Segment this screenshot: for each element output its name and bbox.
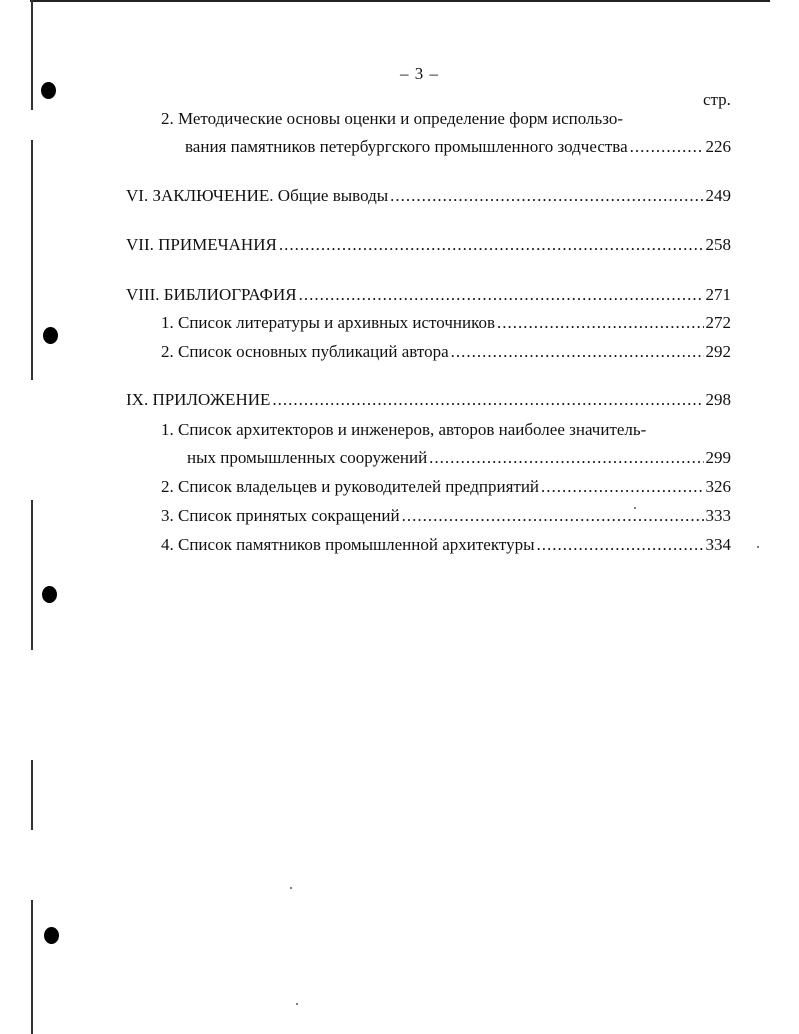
toc-entry-v-2-line1: 2. Методические основы оценки и определение форм использо-	[161, 109, 624, 128]
toc-page-number: 292	[705, 342, 731, 361]
toc-page-number: 334	[705, 535, 731, 554]
toc-entry-ix-3	[161, 506, 731, 526]
toc-entry-viii	[126, 285, 731, 305]
toc-entry-viii-1	[161, 313, 731, 333]
toc-leader-dots	[402, 506, 704, 526]
punch-hole	[43, 327, 58, 344]
toc-page-number: 249	[705, 186, 731, 205]
toc-entry-text: VII. ПРИМЕЧАНИЯ	[126, 235, 277, 254]
toc-entry-text: ных промышленных сооружений	[187, 448, 428, 467]
toc-leader-dots	[279, 235, 704, 255]
toc-leader-dots	[429, 448, 703, 468]
scan-speck	[757, 546, 759, 548]
toc-leader-dots	[272, 390, 703, 410]
toc-page-number: 258	[705, 235, 731, 254]
toc-leader-dots	[451, 342, 704, 362]
toc-page-number: 226	[705, 137, 731, 156]
toc-entry-text: 2. Список владельцев и руководителей предприятий	[161, 477, 540, 496]
toc-entry-ix	[126, 390, 731, 410]
toc-leader-dots	[630, 137, 704, 157]
toc-entry-ix-1	[187, 448, 731, 468]
toc-entry-text: 2. Список основных публикаций автора	[161, 342, 449, 361]
scan-left-edge	[31, 900, 33, 1034]
toc-entry-text: VIII. БИБЛИОГРАФИЯ	[126, 285, 297, 304]
scan-speck	[296, 1003, 298, 1005]
toc-entry-ix-2	[161, 477, 731, 497]
toc-leader-dots	[299, 285, 704, 305]
scan-left-edge	[31, 500, 33, 650]
toc-entry-text: вания памятников петербургского промышленного зодчества	[185, 137, 628, 156]
toc-entry-text: 4. Список памятников промышленной архитектуры	[161, 535, 535, 554]
toc-page-number: 272	[705, 313, 731, 332]
page-number: – 3 –	[400, 64, 439, 83]
toc-entry-vii	[126, 235, 731, 255]
toc-entry-text: VI. ЗАКЛЮЧЕНИЕ. Общие выводы	[126, 186, 389, 205]
toc-page-number: 299	[705, 448, 731, 467]
toc-page-number: 326	[705, 477, 731, 496]
punch-hole	[41, 82, 56, 99]
toc-leader-dots	[541, 477, 703, 497]
toc-entry-text: 3. Список принятых сокращений	[161, 506, 400, 525]
scan-top-edge	[30, 0, 770, 2]
toc-page-number: 298	[705, 390, 731, 409]
toc-entry-text: IX. ПРИЛОЖЕНИЕ	[126, 390, 271, 409]
toc-leader-dots	[390, 186, 703, 206]
toc-entry-text: 1. Список литературы и архивных источников	[161, 313, 495, 332]
toc-leader-dots	[497, 313, 704, 333]
punch-hole	[44, 927, 59, 944]
scan-speck	[290, 887, 292, 889]
toc-entry-viii-2	[161, 342, 731, 362]
toc-page-number: 333	[705, 506, 731, 525]
toc-page-number: 271	[705, 285, 731, 304]
scan-left-edge	[31, 140, 33, 380]
scan-left-edge	[31, 760, 33, 830]
toc-entry-ix-4	[161, 535, 731, 555]
toc-entry-ix-1-line1: 1. Список архитекторов и инженеров, авторов наиболее значитель-	[161, 420, 647, 439]
page-column-label: стр.	[703, 90, 731, 109]
scan-left-edge	[31, 0, 33, 110]
toc-leader-dots	[537, 535, 704, 555]
punch-hole	[42, 586, 57, 603]
toc-entry-v-2	[185, 137, 731, 157]
toc-entry-vi	[126, 186, 731, 206]
